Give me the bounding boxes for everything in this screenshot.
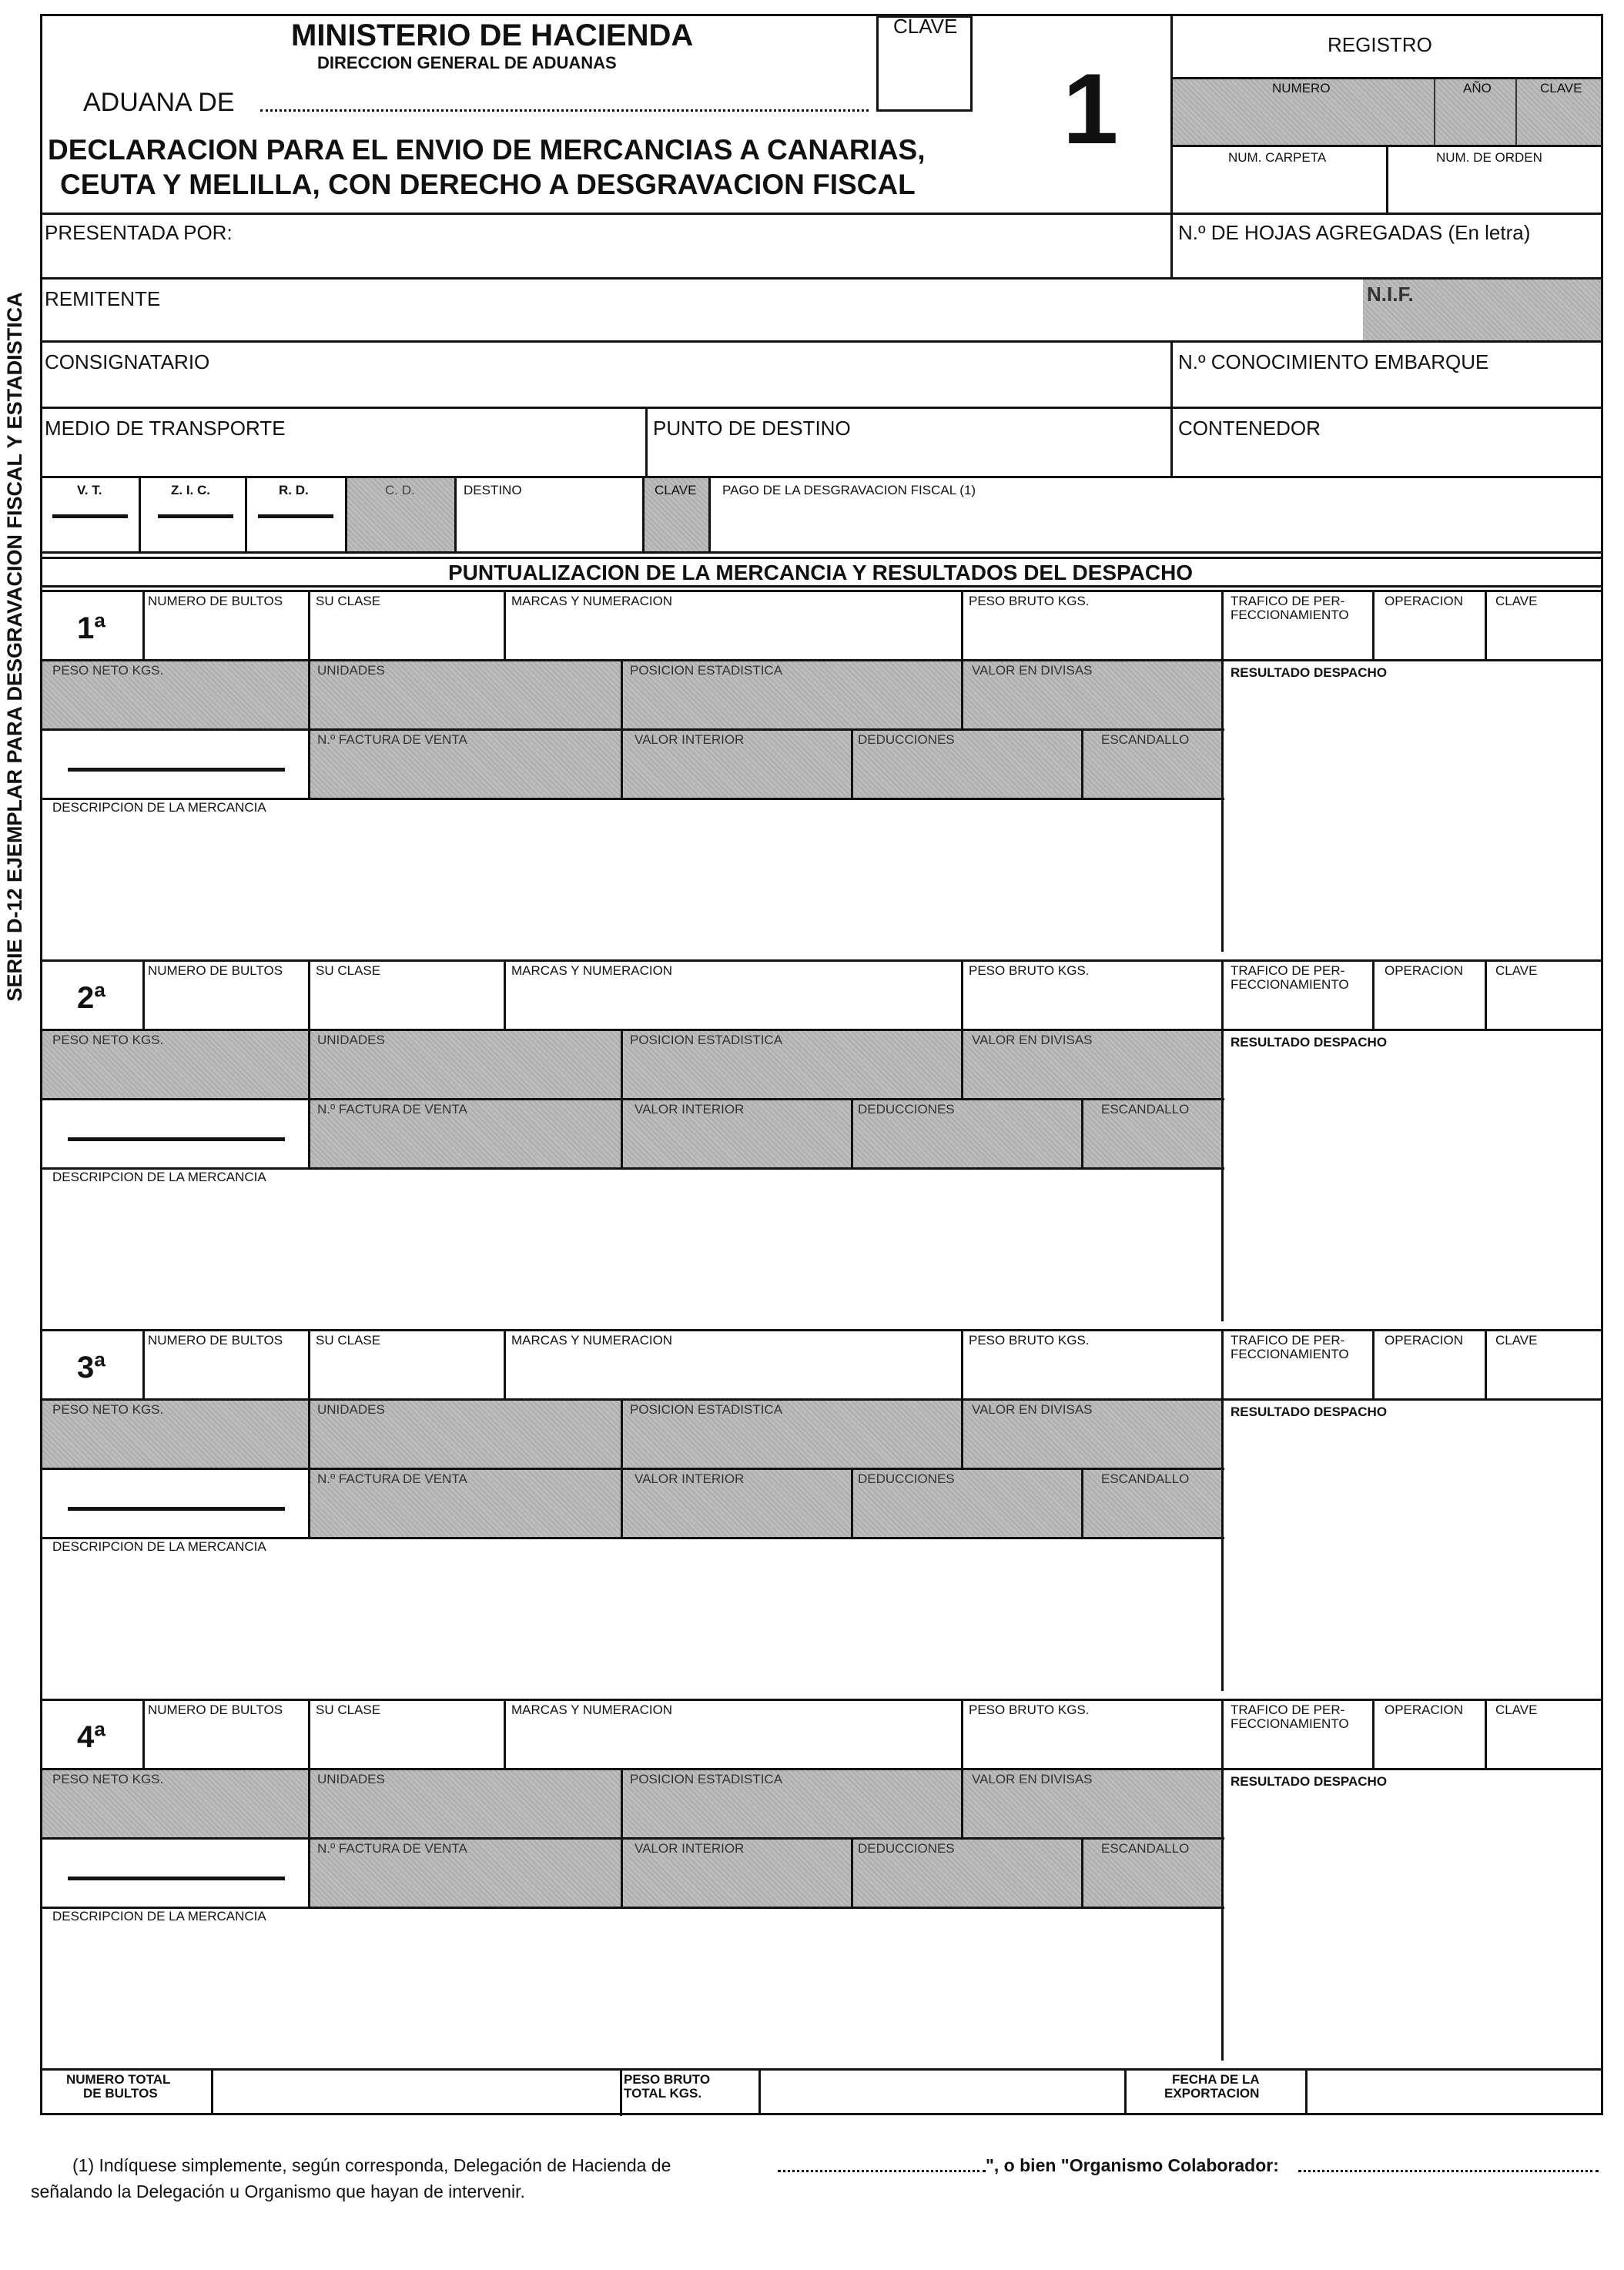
unidades-label: UNIDADES (317, 1033, 385, 1047)
unidades-label: UNIDADES (317, 1402, 385, 1417)
descripcion-field[interactable] (42, 1170, 1221, 1321)
factura-label: N.º FACTURA DE VENTA (317, 732, 467, 747)
escandallo-label: ESCANDALLO (1101, 1841, 1190, 1856)
numero-total-label-2: DE BULTOS (83, 2086, 158, 2101)
remitente-field[interactable] (42, 280, 1359, 340)
trafico-label-1: TRAFICO DE PER- (1231, 594, 1345, 608)
deducciones-label: DEDUCCIONES (858, 1841, 955, 1856)
valor-divisas-label: VALOR EN DIVISAS (972, 1033, 1093, 1047)
marcas-label: MARCAS Y NUMERACION (511, 1333, 673, 1348)
resultado-label: RESULTADO DESPACHO (1231, 1405, 1388, 1419)
copy-number: 1 (1063, 52, 1119, 165)
resultado-label: RESULTADO DESPACHO (1231, 1035, 1388, 1050)
su-clase-label: SU CLASE (316, 963, 381, 978)
peso-bruto-total-label-1: PESO BRUTO (624, 2072, 711, 2087)
resultado-despacho-field[interactable] (1224, 1421, 1601, 1691)
marcas-label: MARCAS Y NUMERACION (511, 963, 673, 978)
descripcion-field[interactable] (42, 1909, 1221, 2061)
clave-label: CLAVE (1495, 1333, 1538, 1348)
peso-neto-label: PESO NETO KGS. (52, 1402, 164, 1417)
punto-destino-field[interactable] (648, 409, 1170, 476)
valor-interior-label: VALOR INTERIOR (635, 1841, 745, 1856)
descripcion-label: DESCRIPCION DE LA MERCANCIA (52, 800, 266, 815)
footnote-line1-b: ", o bien "Organismo Colaborador: (986, 2155, 1279, 2175)
aduana-field[interactable] (260, 108, 869, 112)
unidades-label: UNIDADES (317, 1772, 385, 1786)
deducciones-label: DEDUCCIONES (858, 732, 955, 747)
operacion-label: OPERACION (1385, 594, 1464, 608)
footnote-line1-a: (1) Indíquese simplemente, según corresponda, Delegación de Hacienda de (72, 2155, 671, 2175)
deducciones-label: DEDUCCIONES (858, 1102, 955, 1117)
merchandise-item-4 (0, 1699, 1624, 2061)
presentada-por-field[interactable] (42, 213, 1170, 277)
valor-interior-label: VALOR INTERIOR (635, 1102, 745, 1117)
escandallo-label: ESCANDALLO (1101, 1471, 1190, 1486)
peso-bruto-total-field[interactable] (761, 2071, 1124, 2113)
hojas-agregadas-label: N.º DE HOJAS AGREGADAS (En letra) (1178, 221, 1531, 244)
resultado-label: RESULTADO DESPACHO (1231, 665, 1388, 680)
escandallo-label: ESCANDALLO (1101, 732, 1190, 747)
general-fields (0, 213, 1624, 559)
trafico-label-1: TRAFICO DE PER- (1231, 1333, 1345, 1348)
posicion-label: POSICION ESTADISTICA (630, 1402, 783, 1417)
registro-number-box[interactable] (1173, 79, 1601, 145)
consignatario-field[interactable] (42, 343, 1170, 407)
registro-numero-label: NUMERO (1272, 81, 1331, 95)
valor-interior-label: VALOR INTERIOR (635, 1471, 745, 1486)
operacion-label: OPERACION (1385, 1333, 1464, 1348)
trafico-label-1: TRAFICO DE PER- (1231, 1702, 1345, 1717)
merchandise-section-header (0, 551, 1624, 590)
marcas-label: MARCAS Y NUMERACION (511, 594, 673, 608)
side-label: SERIE D-12 EJEMPLAR PARA DESGRAVACION FISCAL Y ESTADISTICA (3, 292, 27, 1002)
numero-bultos-label: NUMERO DE BULTOS (148, 963, 283, 978)
num-orden-label: NUM. DE ORDEN (1436, 150, 1542, 165)
deducciones-label: DEDUCCIONES (858, 1471, 955, 1486)
consignatario-label: CONSIGNATARIO (45, 350, 210, 373)
trafico-label-2: FECCIONAMIENTO (1231, 608, 1349, 622)
merchandise-item-2 (0, 959, 1624, 1321)
clave-label: CLAVE (1495, 1702, 1538, 1717)
remitente-label: REMITENTE (45, 287, 161, 310)
resultado-despacho-field[interactable] (1224, 1052, 1601, 1321)
footnote (0, 2148, 1624, 2210)
section-title: PUNTUALIZACION DE LA MERCANCIA Y RESULTADOS DEL DESPACHO (448, 561, 1194, 584)
medio-transporte-field[interactable] (42, 409, 645, 476)
valor-divisas-label: VALOR EN DIVISAS (972, 1402, 1093, 1417)
valor-divisas-label: VALOR EN DIVISAS (972, 1772, 1093, 1786)
item-number: 2ª (77, 981, 106, 1015)
pago-desgravacion-field[interactable] (711, 478, 1601, 551)
posicion-label: POSICION ESTADISTICA (630, 663, 783, 678)
unidades-label: UNIDADES (317, 663, 385, 678)
su-clase-label: SU CLASE (316, 1333, 381, 1348)
registro-title: REGISTRO (1328, 33, 1432, 56)
clave-code-label: CLAVE (655, 483, 697, 497)
registro-ano-label: AÑO (1463, 81, 1492, 95)
registro-clave-label: CLAVE (1540, 81, 1582, 95)
fecha-exportacion-field[interactable] (1308, 2071, 1601, 2113)
operacion-label: OPERACION (1385, 1702, 1464, 1717)
marcas-label: MARCAS Y NUMERACION (511, 1702, 673, 1717)
resultado-label: RESULTADO DESPACHO (1231, 1774, 1388, 1789)
merchandise-item-1 (0, 590, 1624, 952)
trafico-label-2: FECCIONAMIENTO (1231, 977, 1349, 992)
contenedor-label: CONTENEDOR (1178, 417, 1321, 440)
operacion-label: OPERACION (1385, 963, 1464, 978)
numero-total-field[interactable] (213, 2071, 620, 2113)
direction-subtitle: DIRECCION GENERAL DE ADUANAS (317, 53, 617, 72)
peso-bruto-label: PESO BRUTO KGS. (969, 963, 1090, 978)
peso-bruto-label: PESO BRUTO KGS. (969, 1702, 1090, 1717)
merchandise-item-3 (0, 1329, 1624, 1691)
valor-interior-label: VALOR INTERIOR (635, 732, 745, 747)
cd-label: C. D. (385, 483, 415, 497)
presentada-por-label: PRESENTADA POR: (45, 221, 233, 244)
conocimiento-label: N.º CONOCIMIENTO EMBARQUE (1178, 350, 1489, 373)
medio-transporte-label: MEDIO DE TRANSPORTE (45, 417, 286, 440)
footnote-delegacion-blank[interactable] (778, 2170, 986, 2172)
peso-neto-label: PESO NETO KGS. (52, 663, 164, 678)
resultado-despacho-field[interactable] (1224, 682, 1601, 952)
descripcion-field[interactable] (42, 1539, 1221, 1691)
item-number: 4ª (77, 1720, 106, 1754)
item-number: 3ª (77, 1351, 106, 1384)
trafico-label-2: FECCIONAMIENTO (1231, 1716, 1349, 1731)
form-title-line2: CEUTA Y MELILLA, CON DERECHO A DESGRAVACION FISCAL (60, 169, 916, 200)
footnote-organismo-blank[interactable] (1298, 2170, 1599, 2172)
punto-destino-label: PUNTO DE DESTINO (653, 417, 851, 440)
pago-desgravacion-label: PAGO DE LA DESGRAVACION FISCAL (1) (722, 483, 976, 497)
su-clase-label: SU CLASE (316, 1702, 381, 1717)
ministry-title: MINISTERIO DE HACIENDA (291, 18, 694, 52)
peso-bruto-label: PESO BRUTO KGS. (969, 1333, 1090, 1348)
factura-label: N.º FACTURA DE VENTA (317, 1102, 467, 1117)
fecha-exportacion-label-1: FECHA DE LA (1172, 2072, 1260, 2087)
item-number: 1ª (77, 611, 106, 645)
destino-code-label: DESTINO (464, 483, 522, 497)
posicion-label: POSICION ESTADISTICA (630, 1772, 783, 1786)
peso-neto-label: PESO NETO KGS. (52, 1772, 164, 1786)
factura-label: N.º FACTURA DE VENTA (317, 1471, 467, 1486)
descripcion-label: DESCRIPCION DE LA MERCANCIA (52, 1170, 266, 1184)
descripcion-label: DESCRIPCION DE LA MERCANCIA (52, 1909, 266, 1923)
clave-label: CLAVE (1495, 963, 1538, 978)
footnote-line2: señalando la Delegación u Organismo que hayan de intervenir. (31, 2181, 525, 2201)
descripcion-field[interactable] (42, 800, 1221, 952)
rd-label: R. D. (279, 483, 309, 497)
trafico-label-2: FECCIONAMIENTO (1231, 1347, 1349, 1361)
zic-label: Z. I. C. (171, 483, 210, 497)
header-section (0, 0, 1624, 219)
escandallo-label: ESCANDALLO (1101, 1102, 1190, 1117)
valor-divisas-label: VALOR EN DIVISAS (972, 663, 1093, 678)
numero-bultos-label: NUMERO DE BULTOS (148, 1702, 283, 1717)
vt-label: V. T. (77, 483, 102, 497)
numero-bultos-label: NUMERO DE BULTOS (148, 594, 283, 608)
numero-bultos-label: NUMERO DE BULTOS (148, 1333, 283, 1348)
peso-neto-label: PESO NETO KGS. (52, 1033, 164, 1047)
totals-row (0, 2068, 1624, 2118)
clave-label: CLAVE (893, 15, 958, 38)
form-title-line1: DECLARACION PARA EL ENVIO DE MERCANCIAS A CANARIAS, (48, 134, 926, 166)
destino-code-field[interactable] (457, 478, 642, 551)
fecha-exportacion-label-2: EXPORTACION (1164, 2086, 1260, 2101)
num-carpeta-label: NUM. CARPETA (1228, 150, 1327, 165)
numero-total-label-1: NUMERO TOTAL (66, 2072, 171, 2087)
trafico-label-1: TRAFICO DE PER- (1231, 963, 1345, 978)
peso-bruto-total-label-2: TOTAL KGS. (624, 2086, 702, 2101)
peso-bruto-label: PESO BRUTO KGS. (969, 594, 1090, 608)
descripcion-label: DESCRIPCION DE LA MERCANCIA (52, 1539, 266, 1554)
aduana-label: ADUANA DE (83, 88, 235, 117)
resultado-despacho-field[interactable] (1224, 1791, 1601, 2061)
clave-label: CLAVE (1495, 594, 1538, 608)
su-clase-label: SU CLASE (316, 594, 381, 608)
nif-label: N.I.F. (1367, 283, 1414, 306)
posicion-label: POSICION ESTADISTICA (630, 1033, 783, 1047)
factura-label: N.º FACTURA DE VENTA (317, 1841, 467, 1856)
